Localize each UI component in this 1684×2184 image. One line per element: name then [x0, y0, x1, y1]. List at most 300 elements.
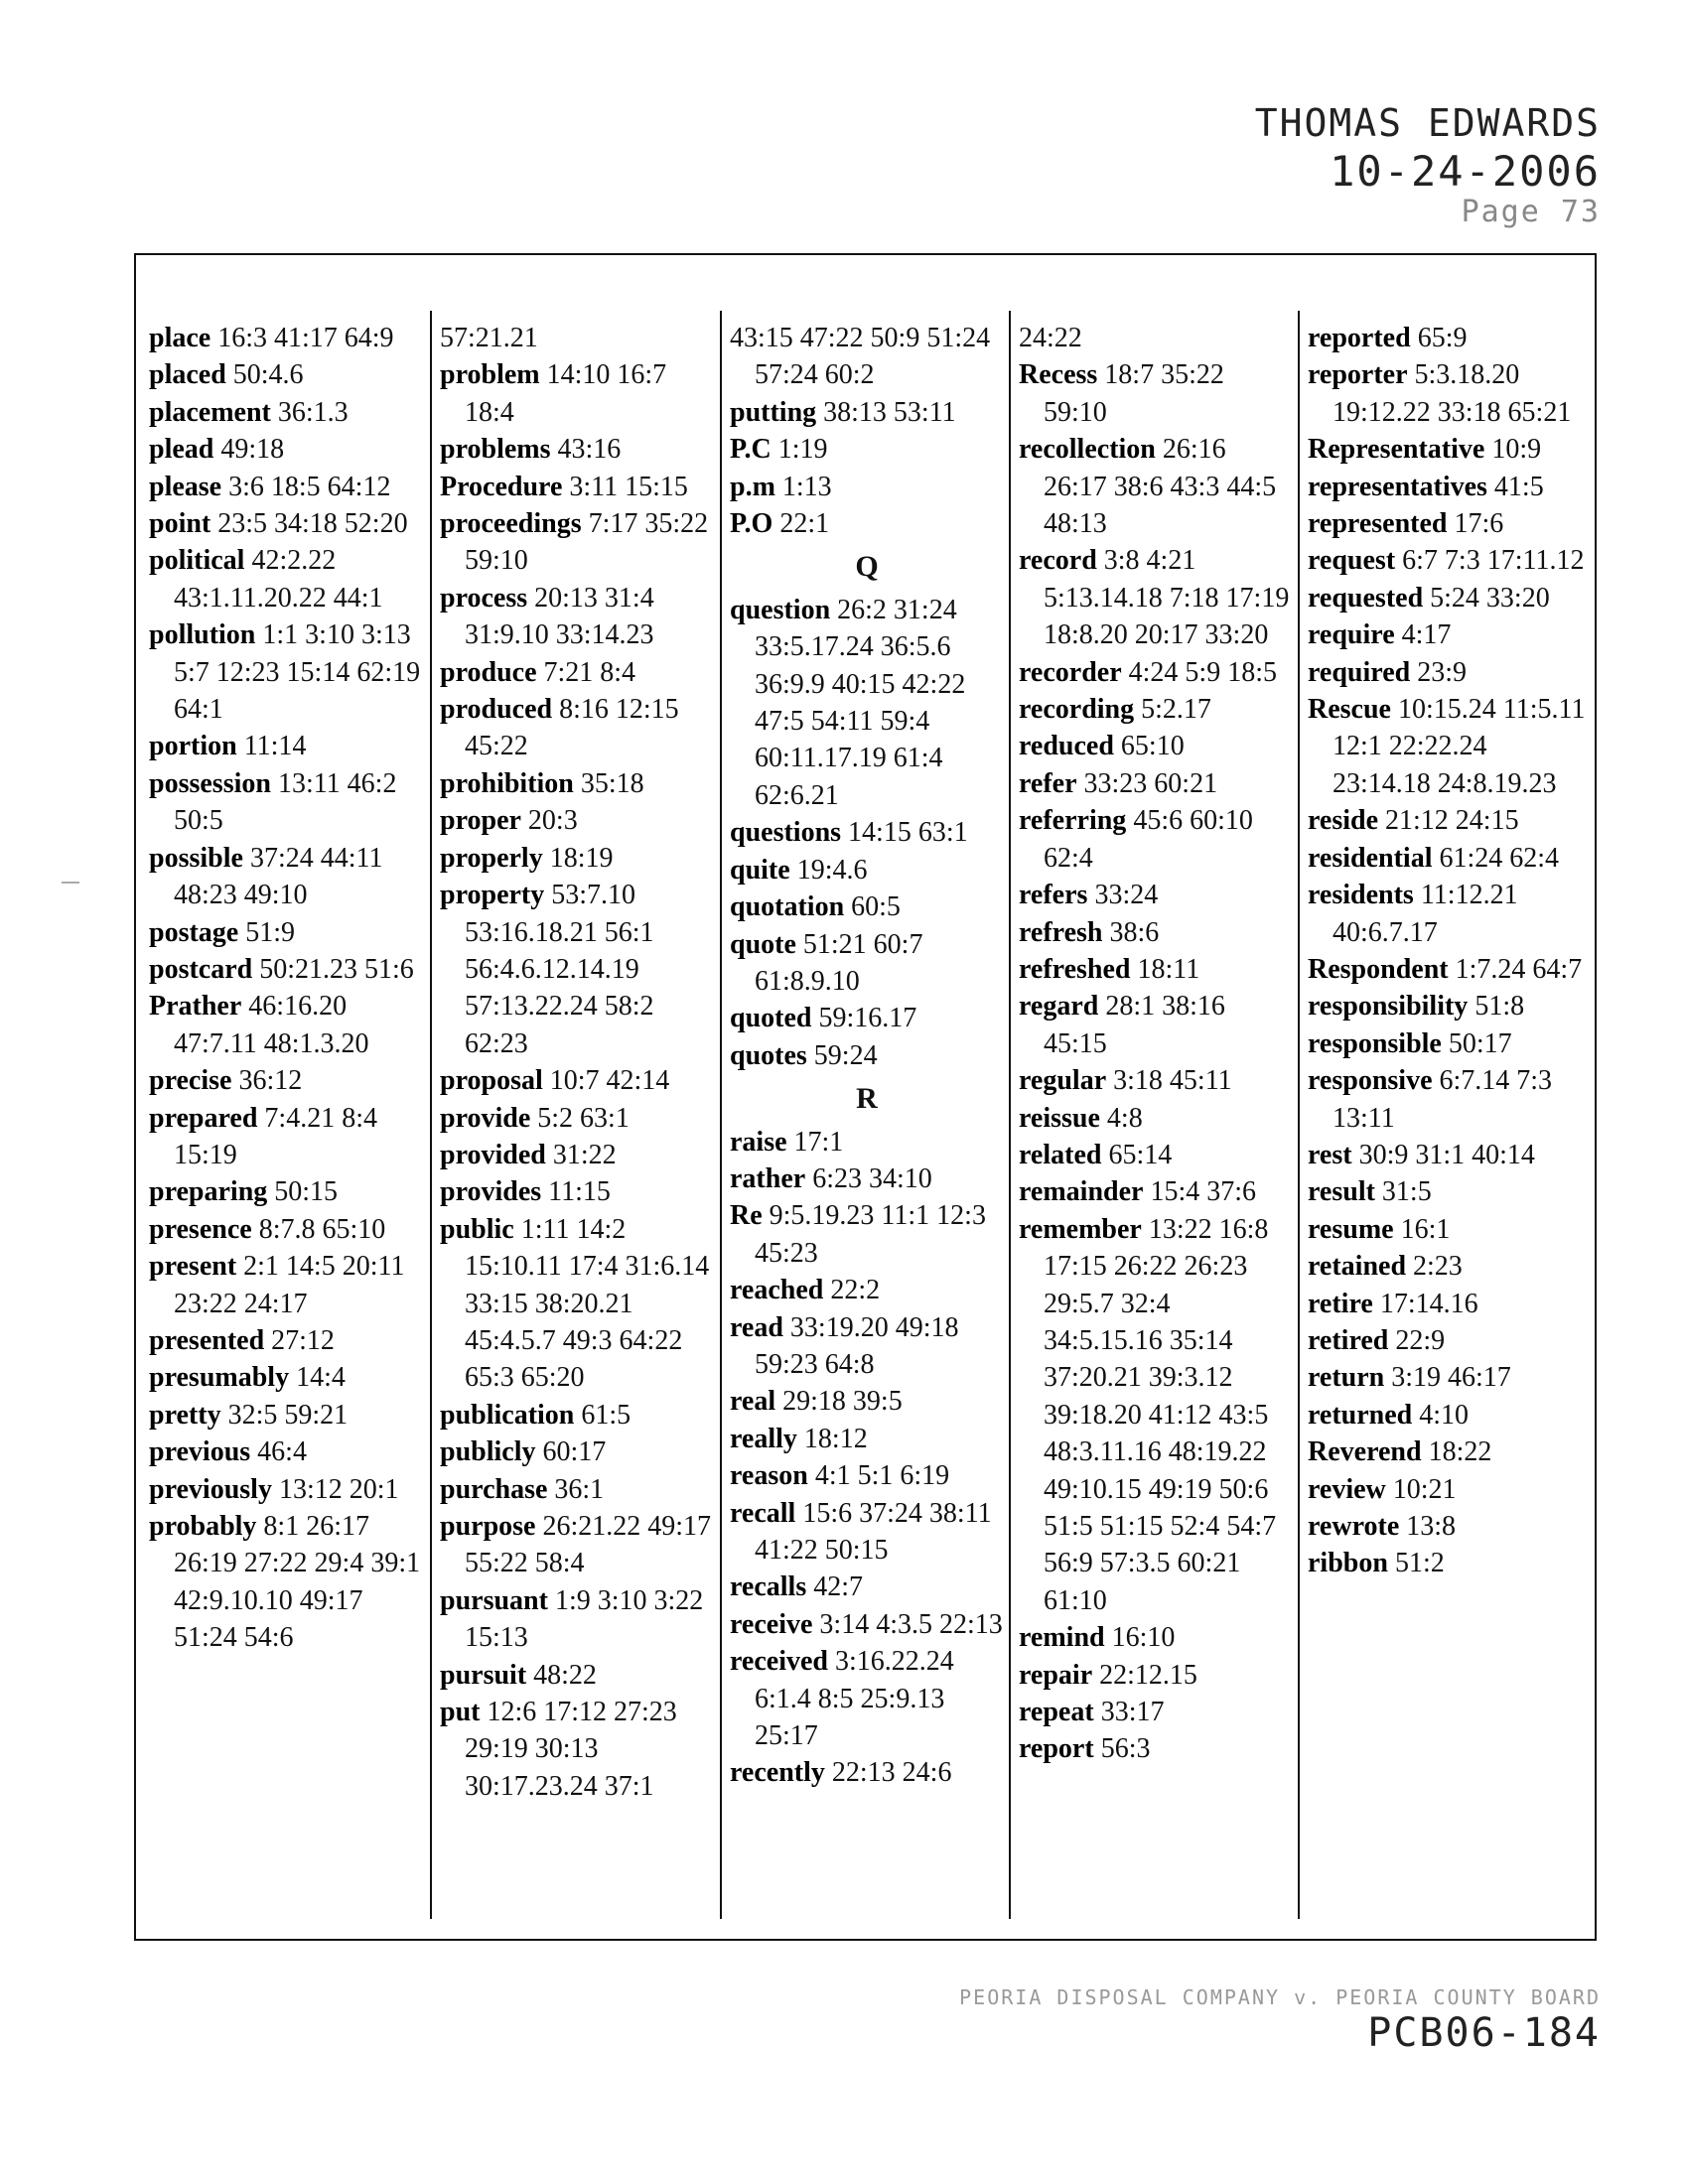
index-entry: [1308, 1286, 1591, 1322]
page-line-refs: 11:15: [548, 1176, 611, 1208]
page-line-refs: 15:6 37:24 38:11 41:22 50:15: [755, 1497, 992, 1566]
page-line-refs: 53:7.10 53:16.18.21 56:1 56:4.6.12.14.19 57:13.22.24 58:2 62:23: [465, 880, 654, 1059]
index-term: report: [1019, 1733, 1094, 1765]
index-term: retire: [1308, 1288, 1373, 1319]
page-line-refs: 3:16.22.24 6:1.4 8:5 25:9.13 25:17: [755, 1646, 954, 1752]
page-line-refs: 36:1.3: [277, 396, 349, 428]
index-entry: [440, 802, 714, 839]
page-line-refs: 65:9: [1417, 323, 1468, 353]
page-line-refs: 18:22: [1428, 1436, 1492, 1468]
index-term: residential: [1308, 842, 1433, 874]
index-entry: [149, 1397, 423, 1433]
index-term: pretty: [149, 1399, 221, 1431]
index-entry: [149, 1508, 423, 1657]
index-entry: [149, 505, 423, 542]
index-entry: [1019, 988, 1293, 1062]
page-line-refs: 27:12: [271, 1324, 335, 1356]
index-term: recollection: [1019, 434, 1156, 466]
index-term: publication: [440, 1399, 575, 1431]
index-term: prohibition: [440, 767, 574, 799]
page-line-refs: 1:11 14:2 15:10.11 17:4 31:6.14 33:15 38:20.21 45:4.5.7 49:3 64:22 65:3 65:20: [465, 1213, 710, 1394]
index-term: pursuit: [440, 1659, 527, 1691]
index-entry: [440, 1582, 714, 1657]
index-term: remember: [1019, 1213, 1142, 1245]
page-line-refs: 17:1: [793, 1126, 844, 1158]
index-entry: [730, 1421, 1004, 1457]
index-entry: [730, 888, 1004, 925]
page-line-refs: 26:21.22 49:17 55:22 58:4: [465, 1511, 712, 1579]
witness-name: THOMAS EDWARDS: [1254, 101, 1601, 145]
index-entry: [1308, 1137, 1591, 1173]
index-entry: [1308, 802, 1591, 839]
index-term: read: [730, 1311, 783, 1343]
page-line-refs: 3:18 45:11: [1113, 1065, 1232, 1097]
page-line-refs: 3:11 15:15: [569, 471, 688, 502]
index-term: possible: [149, 842, 243, 874]
page-line-refs: 56:3: [1100, 1733, 1151, 1765]
index-entry: [1019, 542, 1293, 653]
page-line-refs: 22:12.15: [1099, 1659, 1197, 1691]
index-entry: [149, 765, 423, 840]
index-term: provide: [440, 1102, 531, 1134]
index-term: ribbon: [1308, 1548, 1388, 1579]
index-term: Respondent: [1308, 953, 1449, 985]
page-line-refs: 1:13: [781, 471, 832, 502]
section-letter: Q: [855, 550, 879, 584]
index-entry: [440, 1062, 714, 1099]
index-term: problem: [440, 359, 540, 391]
index-entry: [1308, 1173, 1591, 1210]
page-line-refs: 38:13 53:11: [823, 396, 956, 428]
page-line-refs: 11:12.21 40:6.7.17: [1333, 880, 1518, 948]
index-term: placement: [149, 396, 271, 428]
index-column-2: [440, 320, 714, 1805]
page-line-refs: 60:5: [851, 891, 901, 923]
page-line-refs: 5:24 33:20: [1430, 582, 1550, 614]
index-entry: [730, 814, 1004, 851]
page-line-refs: 42:7: [813, 1571, 864, 1603]
index-term: produce: [440, 656, 537, 688]
index-entry: [440, 840, 714, 877]
index-entry: [440, 1471, 714, 1508]
index-entry: [1019, 728, 1293, 764]
index-term: P.C: [730, 434, 772, 466]
index-term: Recess: [1019, 359, 1098, 391]
index-term: recently: [730, 1757, 825, 1789]
index-entry: [149, 840, 423, 914]
page-line-refs: 14:4: [296, 1362, 346, 1394]
index-term: precise: [149, 1065, 232, 1097]
index-entry: [730, 1197, 1004, 1272]
index-term: Reverend: [1308, 1436, 1422, 1468]
page-line-refs: 22:2: [830, 1275, 881, 1306]
index-term: rather: [730, 1162, 806, 1194]
index-entry: [149, 542, 423, 616]
page-line-refs: 20:3: [527, 805, 578, 837]
page-line-refs: 2:1 14:5 20:11 23:22 24:17: [174, 1251, 405, 1319]
index-entry: [1308, 1248, 1591, 1285]
index-entry: [730, 1272, 1004, 1308]
index-term: questions: [730, 817, 842, 849]
index-term: presented: [149, 1324, 265, 1356]
margin-mark: [62, 882, 79, 884]
index-term: responsible: [1308, 1027, 1442, 1059]
index-term: refers: [1019, 880, 1088, 911]
index-entry: [1308, 356, 1591, 431]
page-line-refs: 4:17: [1401, 619, 1452, 651]
index-term: putting: [730, 396, 817, 428]
index-entry: [1308, 877, 1591, 951]
index-term: Re: [730, 1200, 763, 1232]
index-term: reporter: [1308, 359, 1408, 391]
index-entry: [149, 1248, 423, 1322]
index-entry: [440, 1397, 714, 1433]
page-line-refs: 1:19: [777, 434, 828, 466]
page-line-refs: 15:4 37:6: [1150, 1176, 1257, 1208]
index-term: recording: [1019, 694, 1135, 726]
index-entry: [440, 654, 714, 691]
index-entry: [730, 1383, 1004, 1420]
index-entry: [1308, 1433, 1591, 1470]
page-line-refs: 65:10: [1120, 731, 1185, 762]
index-term: P.O: [730, 508, 773, 540]
index-entry: [1019, 802, 1293, 877]
page-line-refs: 33:23 60:21: [1083, 767, 1218, 799]
page-line-refs: 11:14: [243, 731, 307, 762]
index-term: resume: [1308, 1213, 1394, 1245]
index-entry: [440, 1100, 714, 1137]
index-entry: [730, 852, 1004, 888]
index-entry: [1308, 469, 1591, 505]
index-entry: [730, 394, 1004, 431]
index-entry: [1308, 1508, 1591, 1545]
index-entry: [440, 1694, 714, 1805]
page-line-refs: 42:2.22 43:1.11.20.22 44:1: [174, 545, 383, 614]
page-line-refs: 6:7.14 7:3 13:11: [1333, 1065, 1553, 1134]
index-entry: [1308, 1211, 1591, 1248]
index-entry: [1019, 1137, 1293, 1173]
page-line-refs: 8:7.8 65:10: [258, 1213, 386, 1245]
case-number: PCB06-184: [1367, 2010, 1601, 2056]
page-line-refs: 36:12: [238, 1065, 303, 1097]
index-term: purpose: [440, 1511, 536, 1542]
page-line-refs: 37:24 44:11 48:23 49:10: [174, 842, 383, 911]
page-line-refs: 8:16 12:15 45:22: [465, 694, 679, 762]
index-term: put: [440, 1697, 481, 1728]
index-term: result: [1308, 1176, 1375, 1208]
index-term: related: [1019, 1139, 1102, 1170]
index-term: remind: [1019, 1622, 1105, 1654]
index-term: rest: [1308, 1139, 1352, 1170]
index-term: quoted: [730, 1003, 812, 1034]
index-term: placed: [149, 359, 226, 391]
index-entry: [1308, 505, 1591, 542]
index-entry: [440, 765, 714, 802]
page-line-refs: 13:8: [1406, 1511, 1457, 1542]
index-entry: [730, 320, 1004, 394]
index-entry: [440, 580, 714, 654]
index-term: return: [1308, 1362, 1385, 1394]
index-term: require: [1308, 619, 1395, 651]
index-column-3: [730, 320, 1004, 1792]
index-entry: [730, 469, 1004, 505]
page-line-refs: 14:10 16:7 18:4: [465, 359, 667, 428]
index-term: preparing: [149, 1176, 268, 1208]
index-term: postcard: [149, 953, 253, 985]
page-line-refs: 61:5: [581, 1399, 632, 1431]
page-line-refs: 13:11 46:2 50:5: [174, 767, 397, 837]
page-line-refs: 7:4.21 8:4 15:19: [174, 1102, 377, 1170]
index-term: returned: [1308, 1399, 1413, 1431]
page-line-refs: 32:5 59:21: [227, 1399, 349, 1431]
index-entry: [149, 1100, 423, 1174]
index-entry: [440, 691, 714, 765]
page-line-refs: 1:9 3:10 3:22 15:13: [465, 1584, 704, 1654]
index-entry: [1308, 616, 1591, 653]
index-term: political: [149, 545, 245, 577]
page-line-refs: 50:21.23 51:6: [259, 953, 414, 985]
page-line-refs: 16:3 41:17 64:9: [217, 323, 394, 353]
index-term: problems: [440, 434, 551, 466]
index-term: responsive: [1308, 1065, 1433, 1097]
page-line-refs: 59:24: [813, 1039, 878, 1071]
index-entry: [1019, 877, 1293, 913]
page-line-refs: 31:5: [1381, 1176, 1432, 1208]
index-term: referring: [1019, 805, 1127, 837]
index-term: request: [1308, 545, 1396, 577]
index-term: place: [149, 323, 211, 353]
index-entry: [1019, 320, 1293, 356]
column-rule-3: [1009, 311, 1011, 1919]
index-term: represented: [1308, 508, 1448, 540]
index-term: receive: [730, 1608, 813, 1640]
page-line-refs: 3:6 18:5 64:12: [228, 471, 391, 502]
index-term: properly: [440, 842, 543, 874]
index-term: refreshed: [1019, 953, 1131, 985]
page-line-refs: 49:18: [220, 434, 285, 466]
index-entry: [1308, 691, 1591, 802]
index-term: publicly: [440, 1436, 536, 1468]
page-line-refs: 12:6 17:12 27:23 29:19 30:13 30:17.23.24 37:1: [465, 1697, 677, 1802]
index-term: required: [1308, 656, 1411, 688]
index-entry: [149, 616, 423, 728]
index-term: reduced: [1019, 731, 1114, 762]
page-line-refs: 43:15 47:22 50:9 51:24 57:24 60:2: [730, 323, 991, 391]
page-line-refs: 18:11: [1137, 953, 1200, 985]
index-term: present: [149, 1251, 237, 1283]
index-term: proper: [440, 805, 521, 837]
page-line-refs: 19:4.6: [796, 854, 868, 886]
index-term: possession: [149, 767, 271, 799]
column-rule-2: [720, 311, 722, 1919]
page-line-refs: 3:14 4:3.5 22:13: [819, 1608, 1003, 1640]
index-term: postage: [149, 916, 239, 948]
index-entry: [1308, 1471, 1591, 1508]
page-line-refs: 51:21 60:7 61:8.9.10: [755, 928, 923, 997]
index-entry: [149, 431, 423, 468]
index-entry: [1308, 1322, 1591, 1359]
index-term: reason: [730, 1460, 808, 1492]
index-entry: [730, 1160, 1004, 1197]
page-line-refs: 51:9: [245, 916, 296, 948]
index-entry: [149, 356, 423, 393]
page-line-refs: 31:22: [552, 1139, 617, 1170]
page-line-refs: 23:5 34:18 52:20: [217, 508, 408, 540]
index-term: retired: [1308, 1324, 1389, 1356]
page-line-refs: 30:9 31:1 40:14: [1358, 1139, 1535, 1170]
index-term: previous: [149, 1436, 251, 1468]
index-entry: [149, 1211, 423, 1248]
index-entry: [440, 877, 714, 1062]
index-entry: [1019, 1062, 1293, 1099]
index-term: remainder: [1019, 1176, 1144, 1208]
page-line-refs: 7:17 35:22 59:10: [465, 508, 709, 577]
page-line-refs: 51:8: [1474, 991, 1525, 1023]
index-entry: [1308, 988, 1591, 1024]
page-line-refs: 57:21.21: [440, 323, 538, 353]
page-line-refs: 10:21: [1392, 1473, 1457, 1505]
index-term: repeat: [1019, 1697, 1094, 1728]
column-rule-1: [430, 311, 432, 1919]
page-line-refs: 18:12: [803, 1423, 868, 1454]
index-entry: [440, 356, 714, 431]
index-entry: [730, 1495, 1004, 1570]
index-entry: [730, 1309, 1004, 1384]
index-entry: [730, 1606, 1004, 1643]
index-entry: [730, 926, 1004, 1001]
index-entry: [440, 320, 714, 356]
page-line-refs: 4:10: [1419, 1399, 1470, 1431]
index-term: received: [730, 1646, 828, 1678]
page-line-refs: 9:5.19.23 11:1 12:3 45:23: [755, 1200, 986, 1269]
index-entry: [730, 431, 1004, 468]
page-line-refs: 60:17: [542, 1436, 607, 1468]
page-line-refs: 48:22: [533, 1659, 597, 1691]
index-entry: [1308, 1545, 1591, 1581]
page-line-refs: 29:18 39:5: [782, 1386, 903, 1418]
page-line-refs: 10:15.24 11:5.11 12:1 22:22.24 23:14.18 24:8.19.23: [1333, 694, 1586, 799]
index-term: portion: [149, 731, 237, 762]
page-line-refs: 5:2.17: [1141, 694, 1211, 726]
index-term: presence: [149, 1213, 252, 1245]
index-term: recall: [730, 1497, 796, 1529]
index-term: purchase: [440, 1473, 548, 1505]
index-term: provided: [440, 1139, 546, 1170]
index-entry: [730, 1037, 1004, 1074]
index-term: pollution: [149, 619, 256, 651]
page-line-refs: 4:1 5:1 6:19: [814, 1460, 950, 1492]
index-entry: [440, 505, 714, 580]
page-line-refs: 26:16 26:17 38:6 43:3 44:5 48:13: [1044, 434, 1277, 540]
index-term: pursuant: [440, 1584, 548, 1616]
index-entry: [440, 469, 714, 505]
index-term: rewrote: [1308, 1511, 1400, 1542]
index-term: Prather: [149, 991, 242, 1023]
index-entry: [730, 1569, 1004, 1605]
index-entry: [149, 320, 423, 356]
page-line-refs: 7:21 8:4: [543, 656, 636, 688]
index-entry: [440, 1657, 714, 1694]
page-line-refs: 3:19 46:17: [1391, 1362, 1511, 1394]
index-entry: [440, 1508, 714, 1582]
index-entry: [730, 1000, 1004, 1036]
index-term: recalls: [730, 1571, 807, 1603]
index-term: review: [1308, 1473, 1386, 1505]
page-line-refs: 33:24: [1094, 880, 1159, 911]
index-term: please: [149, 471, 222, 502]
page-line-refs: 18:7 35:22 59:10: [1044, 359, 1224, 428]
index-entry: [149, 988, 423, 1062]
index-term: repair: [1019, 1659, 1093, 1691]
index-term: quite: [730, 854, 790, 886]
index-column-5: [1308, 320, 1591, 1582]
index-term: real: [730, 1386, 776, 1418]
page-line-refs: 17:6: [1454, 508, 1504, 540]
index-entry: [149, 728, 423, 764]
page-line-refs: 23:9: [1417, 656, 1467, 688]
index-term: produced: [440, 694, 553, 726]
page-line-refs: 46:4: [257, 1436, 307, 1468]
index-entry: [1308, 431, 1591, 468]
index-entry: [1308, 580, 1591, 616]
page-line-refs: 22:13 24:6: [831, 1757, 952, 1789]
page-line-refs: 17:14.16: [1379, 1288, 1478, 1319]
index-entry: [1019, 1694, 1293, 1730]
index-term: quotation: [730, 891, 845, 923]
index-entry: [1019, 914, 1293, 951]
index-entry: [730, 1754, 1004, 1791]
index-term: residents: [1308, 880, 1414, 911]
index-term: p.m: [730, 471, 775, 502]
page-line-refs: 35:18: [580, 767, 644, 799]
index-term: representatives: [1308, 471, 1487, 502]
case-caption: PEORIA DISPOSAL COMPANY v. PEORIA COUNTY BOARD: [959, 1985, 1601, 2009]
index-entry: [1019, 1211, 1293, 1619]
index-term: public: [440, 1213, 514, 1245]
index-term: retained: [1308, 1251, 1407, 1283]
index-entry: [730, 1643, 1004, 1754]
index-entry: [149, 1173, 423, 1210]
index-entry: [1019, 765, 1293, 802]
index-term: regular: [1019, 1065, 1107, 1097]
index-column-1: [149, 320, 423, 1657]
page-line-refs: 2:23: [1413, 1251, 1463, 1283]
page-line-refs: 41:5: [1493, 471, 1544, 502]
index-entry: [730, 1457, 1004, 1494]
page-line-refs: 5:3.18.20 19:12.22 33:18 65:21: [1333, 359, 1572, 428]
section-letter: R: [856, 1082, 878, 1116]
index-entry: [149, 394, 423, 431]
index-term: Representative: [1308, 434, 1485, 466]
index-entry: [730, 592, 1004, 814]
page-line-refs: 21:12 24:15: [1385, 805, 1519, 837]
index-entry: [1308, 951, 1591, 988]
page-line-refs: 50:4.6: [232, 359, 304, 391]
page-line-refs: 50:15: [274, 1176, 339, 1208]
index-entry: [730, 505, 1004, 542]
index-entry: [1308, 840, 1591, 877]
index-entry: [149, 914, 423, 951]
index-term: quote: [730, 928, 796, 960]
page-line-refs: 6:23 34:10: [812, 1162, 932, 1194]
index-entry: [1308, 320, 1591, 356]
page-line-refs: 38:6: [1109, 916, 1160, 948]
index-entry: [440, 1173, 714, 1210]
page-line-refs: 36:1: [554, 1473, 605, 1505]
index-entry: [1308, 1359, 1591, 1396]
page-line-refs: 10:7 42:14: [549, 1065, 670, 1097]
page-line-refs: 16:1: [1400, 1213, 1451, 1245]
